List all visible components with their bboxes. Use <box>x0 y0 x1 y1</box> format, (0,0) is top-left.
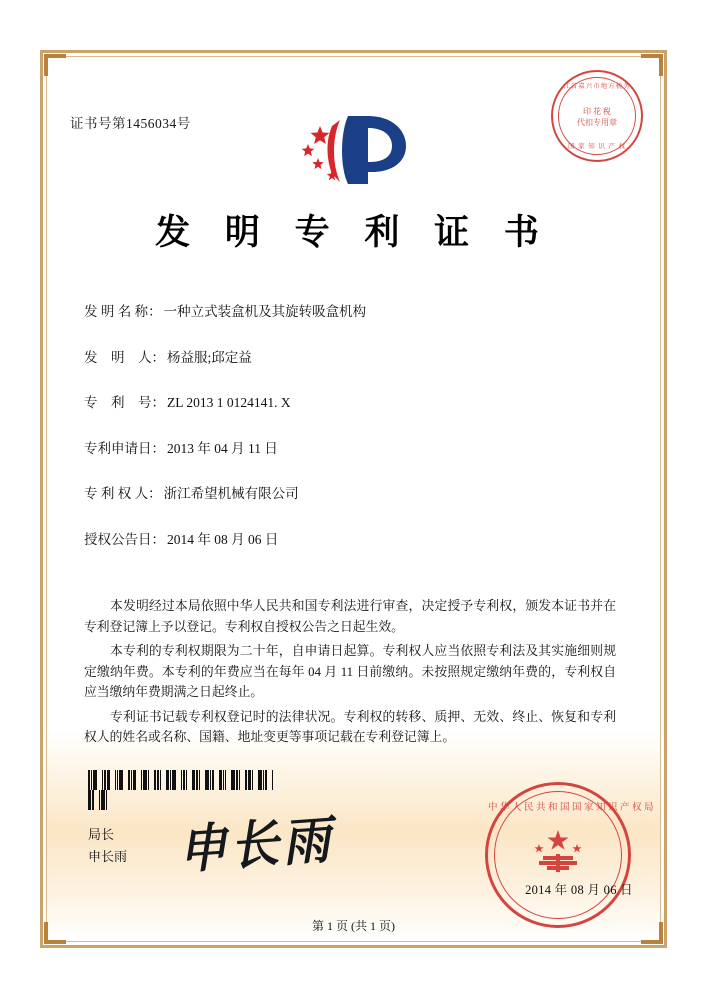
paragraph-2: 本专利的专利权期限为二十年，自申请日起算。专利权人应当依照专利法及其实施细则规定缴纳年费。本专利的年费应当在每年 04 月 11 日前缴纳。未按照规定缴纳年费的，专利权自应当缴纳年费期满之日起终止。 <box>84 644 616 699</box>
seal-date: 2014 年 08 月 06 日 <box>525 883 633 897</box>
handwritten-signature: 申⻓雨 <box>176 809 337 881</box>
field-label: 专 利 号： <box>84 395 165 410</box>
paragraph-1: 本发明经过本局依照中华人民共和国专利法进行审查，决定授予专利权，颁发本证书并在专利登记簿上予以登记。专利权自授权公告之日起生效。 <box>84 599 616 634</box>
field-label: 专 利 权 人： <box>84 486 162 501</box>
field-label: 发 明 名 称： <box>84 304 162 319</box>
field-row-grant-date <box>84 528 624 548</box>
certificate-number: 证书号第1456034号 <box>70 116 191 131</box>
seal-middle-line-2: 代扣专用章 <box>577 118 617 127</box>
field-label: 发 明 人： <box>84 349 165 365</box>
field-row-patentee <box>84 482 624 502</box>
tax-stamp-seal <box>551 70 643 162</box>
field-list <box>84 300 624 573</box>
director-name-label: 申长雨 <box>88 849 128 864</box>
field-label: 专利申请日： <box>84 440 165 456</box>
field-row-application-date <box>84 437 624 457</box>
field-value-invention-name: 一种立式装盒机及其旋转吸盒机构 <box>163 304 367 319</box>
page-footer: 第 1 页 (共 1 页) <box>312 919 395 933</box>
corner-ornament-top-left <box>44 54 66 76</box>
seal-middle-line-1: 印 花 税 <box>583 107 611 116</box>
field-row-invention-name <box>84 300 624 320</box>
seal-bottom-text: 国 家 知 识 产 权 <box>567 143 627 150</box>
national-emblem-icon <box>527 828 589 878</box>
national-seal-text: 中华人民共和国国家知识产权局 <box>488 803 657 813</box>
field-value-patent-number: ZL 2013 1 0124141. X <box>167 395 291 410</box>
field-value-patentee: 浙江希望机械有限公司 <box>163 486 299 501</box>
national-office-seal <box>485 782 657 928</box>
field-value-inventor: 杨益服;邱定益 <box>167 349 252 365</box>
field-value-application-date: 2013 年 04 月 11 日 <box>167 440 278 456</box>
body-text <box>84 596 616 752</box>
signature-labels <box>88 824 127 868</box>
paragraph-3: 专利证书记载专利权登记时的法律状况。专利权的转移、质押、无效、终止、恢复和专利权人的姓名或名称、国籍、地址变更等事项记载在专利登记簿上。 <box>84 709 616 744</box>
field-label: 授权公告日： <box>84 531 165 547</box>
seal-middle-text <box>553 106 641 128</box>
sipo-logo <box>296 110 416 188</box>
corner-ornament-top-right <box>641 54 663 76</box>
field-value-grant-date: 2014 年 08 月 06 日 <box>167 531 279 547</box>
patent-barcode <box>88 770 276 790</box>
page-title: 发 明 专 利 证 书 <box>155 213 552 252</box>
field-row-patent-number <box>84 391 624 411</box>
field-row-inventor <box>84 346 624 366</box>
seal-arc-text: 浙江省嘉兴市地方税务局 <box>555 83 639 90</box>
director-title-label: 局长 <box>88 827 115 842</box>
